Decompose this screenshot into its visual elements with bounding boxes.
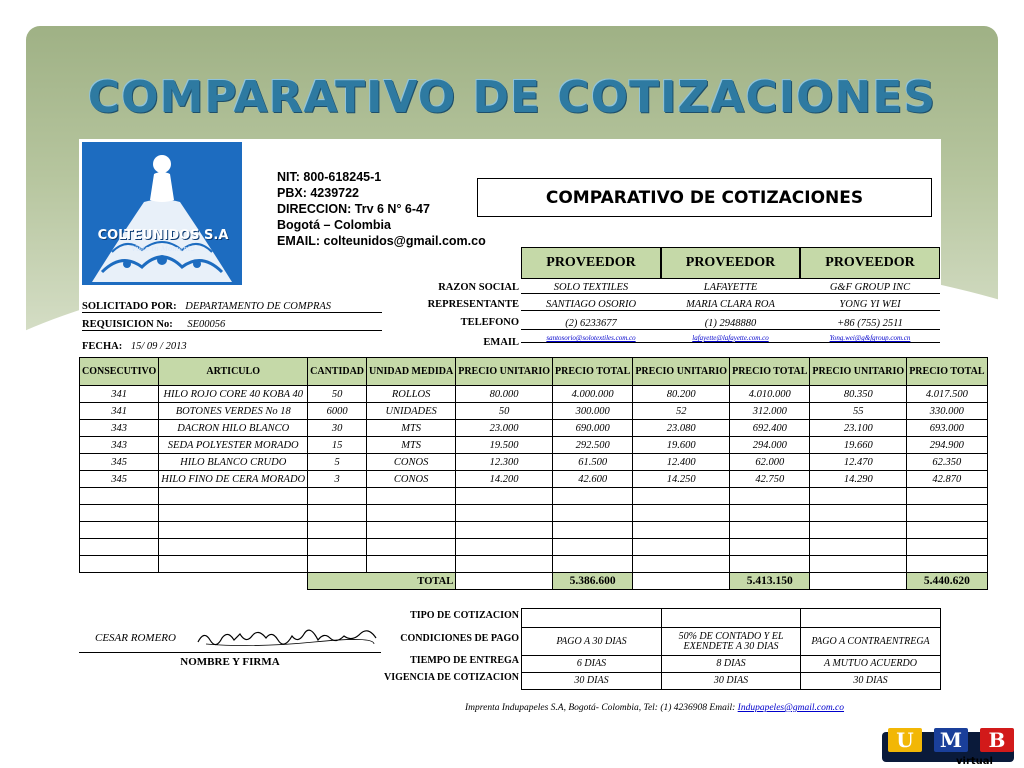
- table-cell: 42.600: [553, 471, 633, 488]
- label-representante: REPRESENTANTE: [427, 299, 519, 310]
- table-cell-empty: [367, 539, 456, 556]
- table-cell-empty: [633, 522, 730, 539]
- column-header: PRECIO TOTAL: [553, 358, 633, 386]
- label-tiempo-entrega: TIEMPO DE ENTREGA: [410, 655, 519, 666]
- column-header: PRECIO TOTAL: [730, 358, 810, 386]
- table-cell: 3: [308, 471, 367, 488]
- table-cell: 15: [308, 437, 367, 454]
- umb-letter-m: M: [934, 728, 968, 752]
- table-cell: 23.100: [810, 420, 907, 437]
- table-cell-empty: [367, 505, 456, 522]
- table-cell-empty: [633, 488, 730, 505]
- logo-brand-text: COLTEUNIDOS S.A: [97, 228, 229, 243]
- table-cell: MTS: [367, 437, 456, 454]
- company-pbx: PBX: 4239722: [277, 186, 360, 200]
- table-cell: 6000: [308, 403, 367, 420]
- items-table: [79, 357, 988, 590]
- table-cell: CONOS: [367, 471, 456, 488]
- label-tipo-cotizacion: TIPO DE COTIZACION: [410, 610, 519, 621]
- slide-title: COMPARATIVO DE COTIZACIONES: [87, 72, 937, 123]
- table-cell: 23.080: [633, 420, 730, 437]
- requisicion-row: [82, 319, 382, 331]
- table-cell: 345: [80, 454, 159, 471]
- provider-header-1: PROVEEDOR: [521, 247, 661, 279]
- condition-cell: PAGO A CONTRAENTREGA: [801, 628, 941, 656]
- total-label: TOTAL: [308, 573, 456, 590]
- umb-letter-b: B: [980, 728, 1014, 752]
- total-value: 5.440.620: [907, 573, 987, 590]
- company-email: EMAIL: colteunidos@gmail.com.co: [277, 234, 486, 248]
- condition-cell: 6 DIAS: [522, 656, 662, 673]
- label-solicitado-por: SOLICITADO POR:: [82, 301, 177, 312]
- logo-tagline: Viste tu Momento: [131, 245, 195, 253]
- table-cell: 30: [308, 420, 367, 437]
- table-row: [80, 437, 988, 454]
- solicitado-por-row: [82, 301, 382, 313]
- table-cell: 14.250: [633, 471, 730, 488]
- column-header: ARTICULO: [159, 358, 308, 386]
- table-cell-empty: [159, 539, 308, 556]
- conditions-row-tiempo-entrega: [522, 656, 941, 673]
- condition-cell: 30 DIAS: [662, 673, 801, 690]
- footer-text: Imprenta Indupapeles S.A, Bogotá- Colombia, Tel: (1) 4236908 Email:: [465, 703, 736, 713]
- condition-cell: [522, 609, 662, 628]
- table-cell: 312.000: [730, 403, 810, 420]
- table-cell-empty: [730, 556, 810, 573]
- condition-cell: 8 DIAS: [662, 656, 801, 673]
- table-cell-empty: [633, 539, 730, 556]
- table-cell: 300.000: [553, 403, 633, 420]
- provider-1-rep: SANTIAGO OSORIO: [521, 299, 661, 311]
- table-cell-empty: [159, 488, 308, 505]
- table-cell: 80.350: [810, 386, 907, 403]
- table-cell: HILO ROJO CORE 40 KOBA 40: [159, 386, 308, 403]
- table-cell-empty: [80, 522, 159, 539]
- table-cell: 690.000: [553, 420, 633, 437]
- signature-line: [79, 652, 381, 653]
- provider-2-email[interactable]: lafayette@lafayette.com.co: [661, 334, 800, 343]
- solicitado-por-value: DEPARTAMENTO DE COMPRAS: [185, 301, 332, 312]
- table-cell-empty: [308, 539, 367, 556]
- items-body: [80, 386, 988, 590]
- conditions-row-condiciones-pago: [522, 628, 941, 656]
- table-cell: 12.400: [633, 454, 730, 471]
- provider-1-phone: (2) 6233677: [521, 318, 661, 330]
- provider-2-razon: LAFAYETTE: [661, 282, 800, 294]
- table-cell-empty: [367, 522, 456, 539]
- conditions-table: [521, 608, 941, 690]
- table-cell-empty: [80, 505, 159, 522]
- table-cell-empty: [907, 522, 987, 539]
- table-cell-empty: [456, 539, 553, 556]
- table-cell-empty: [308, 488, 367, 505]
- table-cell: 50: [308, 386, 367, 403]
- company-nit: NIT: 800-618245-1: [277, 170, 382, 184]
- table-cell: 62.350: [907, 454, 987, 471]
- table-cell: 343: [80, 437, 159, 454]
- table-cell: 693.000: [907, 420, 987, 437]
- provider-header-2: PROVEEDOR: [661, 247, 800, 279]
- table-cell-empty: [553, 488, 633, 505]
- provider-3-email[interactable]: Yong.wei@g&fgroup.com.cn: [800, 334, 940, 343]
- conditions-row-vigencia: [522, 673, 941, 690]
- condition-cell: 50% DE CONTADO Y EL EXENDETE A 30 DIAS: [662, 628, 801, 656]
- table-row: [80, 471, 988, 488]
- table-cell-empty: [730, 488, 810, 505]
- table-cell-empty: [159, 522, 308, 539]
- table-cell: MTS: [367, 420, 456, 437]
- company-logo: [82, 142, 242, 285]
- condition-cell: [801, 609, 941, 628]
- table-cell: 14.290: [810, 471, 907, 488]
- table-cell: 23.000: [456, 420, 553, 437]
- table-cell-empty: [80, 556, 159, 573]
- table-row-empty: [80, 556, 988, 573]
- fecha-row: [82, 341, 382, 352]
- provider-3-rep: YONG YI WEI: [800, 299, 940, 311]
- table-cell: 4.000.000: [553, 386, 633, 403]
- table-cell: 4.017.500: [907, 386, 987, 403]
- handwritten-signature: [194, 626, 379, 650]
- table-cell: 294.900: [907, 437, 987, 454]
- column-header: PRECIO UNITARIO: [810, 358, 907, 386]
- table-cell-empty: [730, 505, 810, 522]
- table-cell: 55: [810, 403, 907, 420]
- table-cell: 50: [456, 403, 553, 420]
- printer-footer: [465, 703, 844, 713]
- table-cell-empty: [730, 522, 810, 539]
- form-title: COMPARATIVO DE COTIZACIONES: [477, 178, 932, 217]
- table-cell-empty: [159, 505, 308, 522]
- table-cell: 42.750: [730, 471, 810, 488]
- quote-sheet: [79, 139, 985, 721]
- table-cell-empty: [553, 505, 633, 522]
- total-empty-cell: [456, 573, 553, 590]
- table-cell-empty: [553, 556, 633, 573]
- table-cell-empty: [456, 505, 553, 522]
- table-cell-empty: [907, 505, 987, 522]
- table-cell-empty: [810, 539, 907, 556]
- table-cell-empty: [810, 505, 907, 522]
- condition-cell: 30 DIAS: [522, 673, 662, 690]
- table-cell: 52: [633, 403, 730, 420]
- table-cell: HILO FINO DE CERA MORADO: [159, 471, 308, 488]
- table-cell: 330.000: [907, 403, 987, 420]
- table-cell-empty: [367, 488, 456, 505]
- table-cell: 294.000: [730, 437, 810, 454]
- condition-cell: A MUTUO ACUERDO: [801, 656, 941, 673]
- column-header: CANTIDAD: [308, 358, 367, 386]
- provider-1-razon: SOLO TEXTILES: [521, 282, 661, 294]
- column-header: PRECIO TOTAL: [907, 358, 987, 386]
- table-row: [80, 454, 988, 471]
- requisicion-value: SE00056: [187, 319, 226, 330]
- label-fecha: FECHA:: [82, 341, 123, 352]
- table-cell: 4.010.000: [730, 386, 810, 403]
- table-row-empty: [80, 488, 988, 505]
- table-cell: SEDA POLYESTER MORADO: [159, 437, 308, 454]
- table-cell-empty: [80, 488, 159, 505]
- column-header: PRECIO UNITARIO: [456, 358, 553, 386]
- table-row: [80, 420, 988, 437]
- provider-1-email[interactable]: santosorio@solotextiles.com.co: [521, 334, 661, 343]
- table-cell-empty: [810, 488, 907, 505]
- label-telefono: TELEFONO: [460, 317, 519, 328]
- umb-letter-u: U: [888, 728, 922, 752]
- table-cell: ROLLOS: [367, 386, 456, 403]
- table-cell-empty: [553, 539, 633, 556]
- table-cell: 12.470: [810, 454, 907, 471]
- provider-3-phone: +86 (755) 2511: [800, 318, 940, 330]
- table-cell: 292.500: [553, 437, 633, 454]
- table-cell: 62.000: [730, 454, 810, 471]
- table-cell-empty: [633, 505, 730, 522]
- table-cell-empty: [553, 522, 633, 539]
- table-cell-empty: [308, 556, 367, 573]
- label-email: EMAIL: [483, 337, 519, 348]
- condition-cell: 30 DIAS: [801, 673, 941, 690]
- label-condiciones-pago: CONDICIONES DE PAGO: [400, 633, 519, 644]
- total-value: 5.413.150: [730, 573, 810, 590]
- table-row-empty: [80, 522, 988, 539]
- table-cell: 61.500: [553, 454, 633, 471]
- condition-cell: [662, 609, 801, 628]
- table-cell: 19.500: [456, 437, 553, 454]
- table-cell-empty: [907, 488, 987, 505]
- table-row: [80, 403, 988, 420]
- table-cell: 345: [80, 471, 159, 488]
- condition-cell: PAGO A 30 DIAS: [522, 628, 662, 656]
- table-cell: 19.600: [633, 437, 730, 454]
- provider-header-3: PROVEEDOR: [800, 247, 940, 279]
- table-cell-empty: [810, 556, 907, 573]
- table-cell: 341: [80, 386, 159, 403]
- table-cell: BOTONES VERDES No 18: [159, 403, 308, 420]
- table-row: [80, 386, 988, 403]
- table-cell: 80.000: [456, 386, 553, 403]
- table-cell-empty: [308, 505, 367, 522]
- signer-name: CESAR ROMERO: [95, 632, 176, 644]
- total-value: 5.386.600: [553, 573, 633, 590]
- table-row-empty: [80, 539, 988, 556]
- total-row: [80, 573, 988, 590]
- table-cell: 42.870: [907, 471, 987, 488]
- table-cell: DACRON HILO BLANCO: [159, 420, 308, 437]
- column-header: PRECIO UNITARIO: [633, 358, 730, 386]
- table-cell-empty: [308, 522, 367, 539]
- table-cell: UNIDADES: [367, 403, 456, 420]
- conditions-row-tipo-cotizacion: [522, 609, 941, 628]
- table-cell-empty: [907, 539, 987, 556]
- company-info: [277, 169, 486, 249]
- table-cell-empty: [456, 522, 553, 539]
- company-city: Bogotá – Colombia: [277, 218, 391, 232]
- table-cell-empty: [907, 556, 987, 573]
- table-cell: 12.300: [456, 454, 553, 471]
- footer-email-link[interactable]: Indupapeles@gmail.com.co: [737, 703, 845, 713]
- conditions-body: [522, 609, 941, 690]
- table-cell-empty: [367, 556, 456, 573]
- provider-3-razon: G&F GROUP INC: [800, 282, 940, 294]
- items-header-row: [80, 358, 988, 386]
- table-cell-empty: [159, 556, 308, 573]
- table-cell-empty: [80, 539, 159, 556]
- table-cell-empty: [456, 556, 553, 573]
- label-razon-social: RAZON SOCIAL: [438, 282, 519, 293]
- label-vigencia: VIGENCIA DE COTIZACION: [383, 672, 519, 683]
- table-row-empty: [80, 505, 988, 522]
- signature-caption: NOMBRE Y FIRMA: [180, 656, 280, 668]
- table-cell: 5: [308, 454, 367, 471]
- total-spacer: [80, 573, 308, 590]
- table-cell-empty: [456, 488, 553, 505]
- umb-virtual-logo: [878, 724, 1018, 768]
- table-cell-empty: [730, 539, 810, 556]
- table-cell: 19.660: [810, 437, 907, 454]
- table-cell: 80.200: [633, 386, 730, 403]
- column-header: CONSECUTIVO: [80, 358, 159, 386]
- table-cell: 343: [80, 420, 159, 437]
- company-address: DIRECCION: Trv 6 N° 6-47: [277, 202, 430, 216]
- label-requisicion: REQUISICION No:: [82, 319, 173, 330]
- total-empty-cell: [810, 573, 907, 590]
- column-header: UNIDAD MEDIDA: [367, 358, 456, 386]
- table-cell: CONOS: [367, 454, 456, 471]
- table-cell: 341: [80, 403, 159, 420]
- table-cell: HILO BLANCO CRUDO: [159, 454, 308, 471]
- total-empty-cell: [633, 573, 730, 590]
- provider-2-rep: MARIA CLARA ROA: [661, 299, 800, 311]
- table-cell-empty: [633, 556, 730, 573]
- provider-2-phone: (1) 2948880: [661, 318, 800, 330]
- table-cell: 14.200: [456, 471, 553, 488]
- table-cell-empty: [810, 522, 907, 539]
- table-cell: 692.400: [730, 420, 810, 437]
- umb-virtual-text: virtual: [956, 756, 993, 767]
- fecha-value: 15/ 09 / 2013: [130, 341, 187, 352]
